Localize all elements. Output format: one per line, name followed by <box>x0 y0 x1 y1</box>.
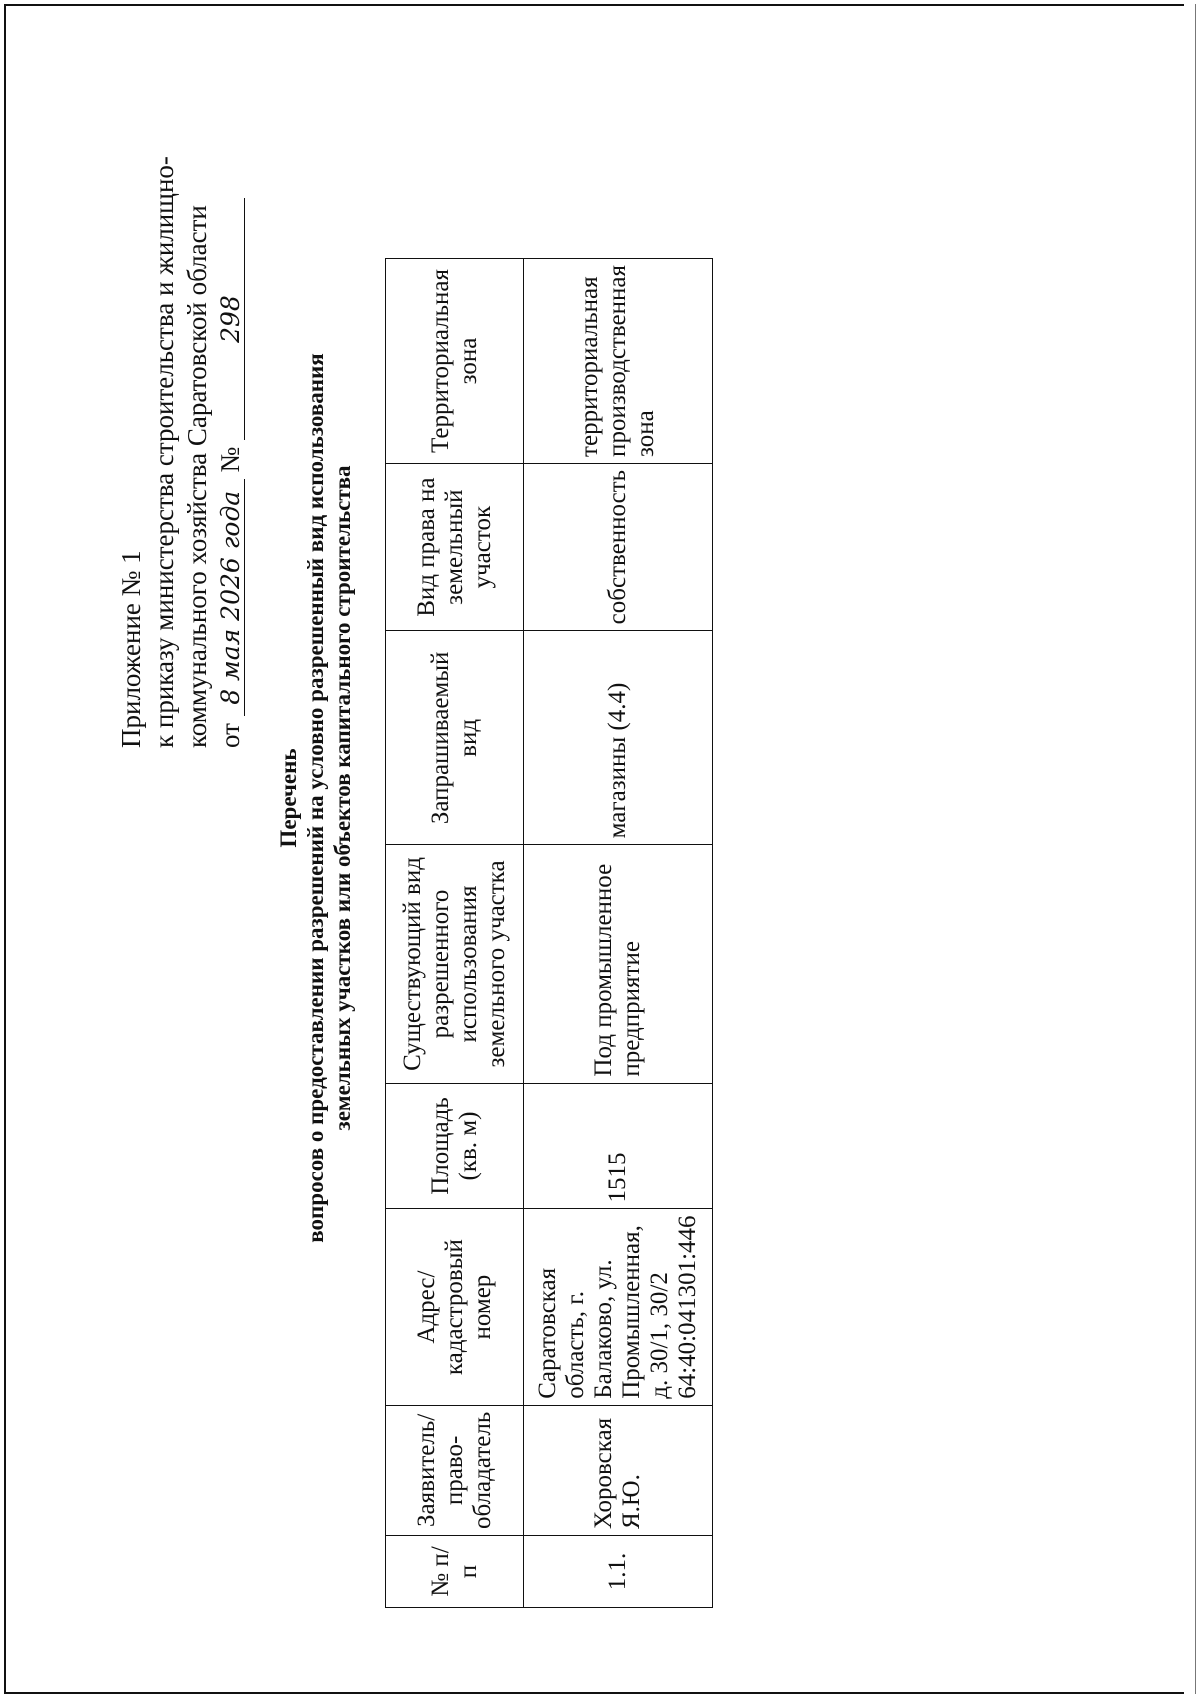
header-area: Площадь (кв. м) <box>386 1083 524 1209</box>
header-right-type: Вид права на земельный участок <box>386 463 524 630</box>
permits-table <box>385 258 713 1608</box>
table-row <box>524 259 713 1608</box>
cell-requested-use: магазины (4.4) <box>524 631 713 845</box>
document-title <box>275 98 356 1498</box>
cell-applicant: Хоровская Я.Ю. <box>524 1405 713 1535</box>
header-existing-use: Существующий вид разрешенного использования земельного участка <box>386 845 524 1083</box>
appendix-block <box>115 108 247 748</box>
title-line-1: Перечень <box>276 748 301 848</box>
header-zone: Территориальная зона <box>386 259 524 464</box>
cell-existing-use: Под промышленное предприятие <box>524 845 713 1083</box>
title-line-2: вопросов о предоставлении разрешений на условно разрешенный вид использования <box>303 353 328 1243</box>
appendix-line-2: к приказу министерства строительства и жилищно- <box>149 156 179 748</box>
header-applicant: Заявитель/ право-обладатель <box>386 1405 524 1535</box>
header-num: № п/п <box>386 1536 524 1608</box>
cell-right-type: собственность <box>524 463 713 630</box>
appendix-line-3: коммунального хозяйства Саратовской области <box>182 205 212 748</box>
number-label: № <box>215 446 245 473</box>
table-header-row <box>386 259 524 1608</box>
appendix-title: Приложение № 1 <box>116 550 146 748</box>
from-label: от <box>215 723 245 748</box>
cell-area: 1515 <box>524 1083 713 1209</box>
header-address: Адрес/ кадастровый номер <box>386 1209 524 1405</box>
appendix-date-line <box>214 108 247 748</box>
handwritten-date: 8 мая 2026 года <box>218 479 245 716</box>
header-requested-use: Запрашиваемый вид <box>386 631 524 845</box>
handwritten-number: 298 <box>218 198 245 440</box>
cell-num: 1.1. <box>524 1536 713 1608</box>
title-line-3: земельных участков или объектов капитального строительства <box>330 465 355 1131</box>
cell-zone: территориальная производственная зона <box>524 259 713 464</box>
cell-address: Саратовская область, г. Балаково, ул. Промышленная, д. 30/1, 30/2 64:40:041301:446 <box>524 1209 713 1405</box>
